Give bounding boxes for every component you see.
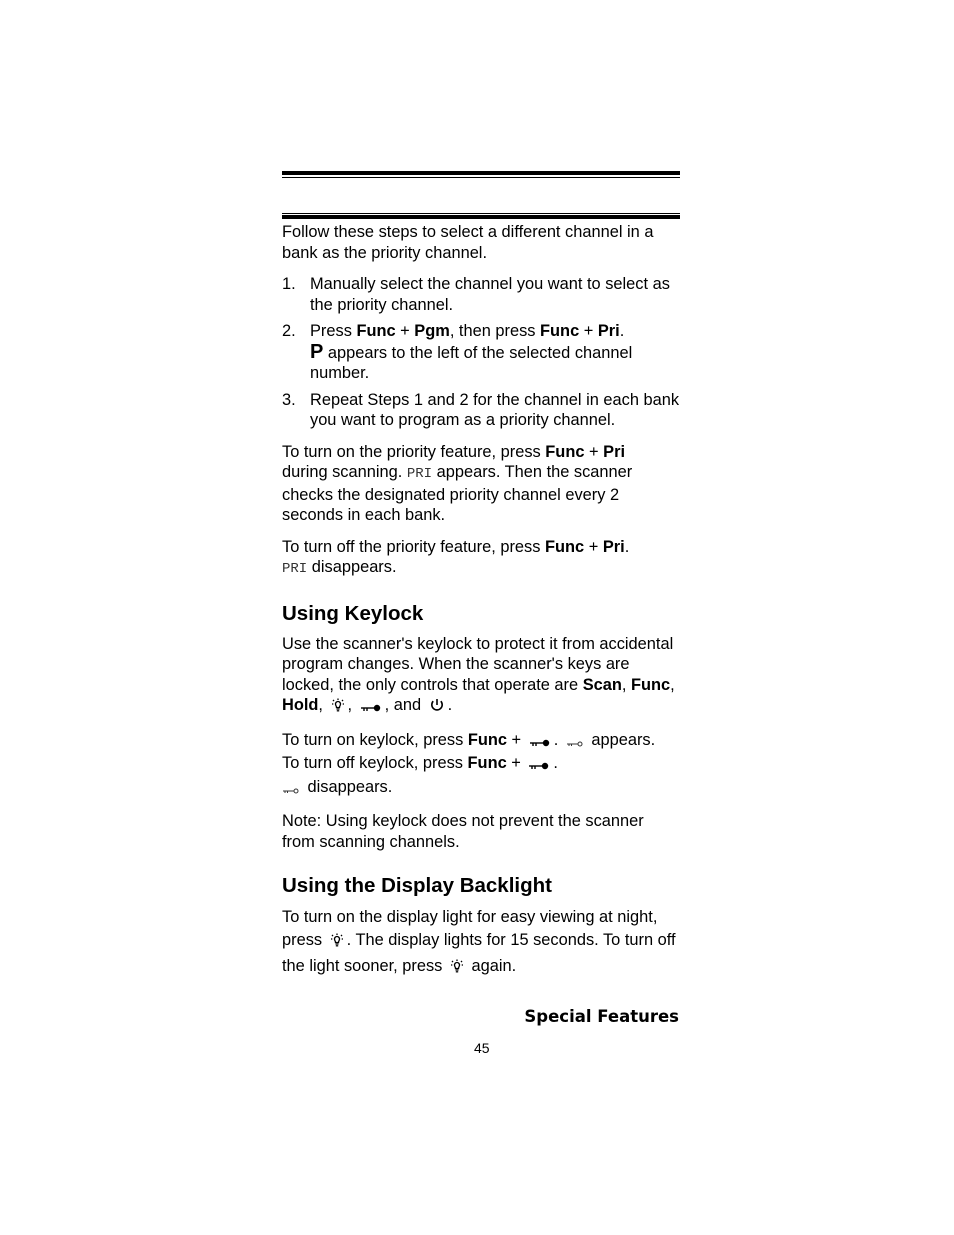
- keylock-display-icon: [566, 733, 584, 754]
- page-content: [282, 222, 680, 992]
- step-3: 3. Repeat Steps 1 and 2 for the channel in each bank you want to program as a priority channel.: [282, 390, 680, 429]
- key-func: Func: [356, 322, 396, 340]
- step-1: 1. Manually select the channel you want to select as the priority channel.: [282, 275, 670, 314]
- priority-off-paragraph: To turn off the priority feature, press Func + Pri. PRI disappears.: [282, 537, 630, 577]
- key-icon: [360, 698, 382, 719]
- key-icon: [529, 733, 551, 754]
- key-func: Func: [540, 322, 580, 340]
- page-number: 45: [474, 1040, 490, 1056]
- backlight-paragraph: To turn on the display light for easy viewing at night, press . The display lights for 15 seconds. To turn off the light sooner, press again.: [282, 906, 680, 981]
- header-rule-top: [282, 171, 680, 178]
- intro-paragraph: Follow these steps to select a different channel in a bank as the priority channel.: [282, 223, 654, 262]
- keylock-intro-paragraph: Use the scanner's keylock to protect it from accidental program changes. When the scanner's keys are locked, the only controls that operate are Scan, Func, Hold, , , and .: [282, 634, 680, 719]
- key-pri: Pri: [597, 322, 620, 340]
- keylock-note: Note: Using keylock does not prevent the scanner from scanning channels.: [282, 812, 644, 851]
- backlight-heading: Using the Display Backlight: [282, 874, 552, 897]
- light-icon: [331, 698, 345, 719]
- power-icon: [429, 697, 445, 719]
- light-icon: [450, 958, 464, 981]
- key-icon: [528, 756, 550, 777]
- light-icon: [330, 932, 344, 955]
- footer-section-title: Special Features: [524, 1007, 679, 1026]
- steps-list: [282, 274, 680, 431]
- keylock-heading: Using Keylock: [282, 601, 424, 625]
- step-2: 2. Press Func + Pgm, then press Func + Pri. P appears to the left of the selected channel number.: [282, 322, 633, 382]
- keylock-display-icon: [282, 780, 300, 801]
- header-rule-bottom: [282, 211, 680, 219]
- pri-display-indicator: PRI: [282, 561, 308, 577]
- priority-on-paragraph: To turn on the priority feature, press Func + Pri during scanning. PRI appears. Then the scanner checks the designated priority channel every 2 seconds in each bank.: [282, 442, 633, 524]
- priority-p-symbol: P: [310, 340, 324, 363]
- key-pgm: Pgm: [414, 322, 450, 340]
- pri-display-indicator: PRI: [406, 466, 433, 482]
- keylock-toggle-paragraph: To turn on keylock, press Func + . appears. To turn off keylock, press Func + . disappears.: [282, 730, 680, 801]
